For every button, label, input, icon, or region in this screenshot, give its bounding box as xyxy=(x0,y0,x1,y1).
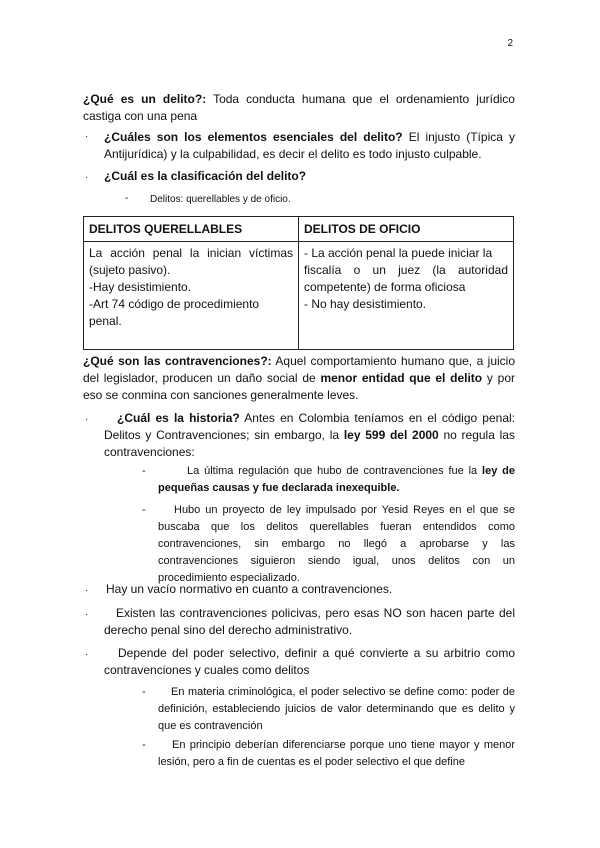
oficio-line1: - La acción penal la puede iniciar la xyxy=(304,246,493,260)
historia-sub2-dash: - xyxy=(142,504,146,516)
historia-sub2-line4: contravenciones siguieron siendo igual, unos delitos con un xyxy=(158,555,515,567)
historia-sub1-line1-pre: La última regulación que hubo de contravenciones fue la xyxy=(187,465,478,477)
page-number: 2 xyxy=(507,38,513,49)
q2-paragraph xyxy=(104,129,515,163)
contravenciones-line1-rest: Aquel comportamiento humano que, a juicio xyxy=(275,354,516,368)
historia-paragraph xyxy=(104,410,515,461)
q3-sub: Delitos: querellables y de oficio. xyxy=(150,194,291,205)
q2-bullet: · xyxy=(85,131,89,142)
q3-question: ¿Cuál es la clasificación del delito? xyxy=(104,169,307,183)
querellables-line1: La acción penal la inician víctimas xyxy=(89,246,293,260)
historia-sub1-line1-bold: ley de xyxy=(482,465,515,477)
contravenciones-paragraph xyxy=(83,353,515,404)
contravenciones-line2-bold: menor entidad que el delito xyxy=(320,371,483,385)
oficio-line2: fiscalía o un juez (la autoridad xyxy=(304,263,508,277)
poder-sub1-dash: - xyxy=(142,686,146,698)
header-oficio: DELITOS DE OFICIO xyxy=(299,217,514,242)
oficio-line4: - No hay desistimiento. xyxy=(304,297,427,311)
q2-answer-line1: El injusto (Típica y xyxy=(408,130,515,144)
q3-dash: - xyxy=(125,193,129,204)
historia-sub2-line1: Hubo un proyecto de ley impulsado por Yesid Reyes en el que se xyxy=(174,504,515,516)
oficio-line3: competente) de forma oficiosa xyxy=(304,280,466,294)
poder-line1: Depende del poder selectivo, definir a qué convierte a su arbitrio como xyxy=(118,646,515,660)
poder-sub1-line1: En materia criminológica, el poder selectivo se define como: poder de xyxy=(171,686,515,698)
q3-bullet: · xyxy=(85,172,89,183)
contravenciones-line2-pre: del legislador, producen un daño social de xyxy=(83,371,316,385)
historia-bullet: · xyxy=(85,414,89,425)
contravenciones-line2-post: y por xyxy=(486,371,515,385)
historia-sub1-dash: - xyxy=(142,465,146,477)
vacio-text: Hay un vacío normativo en cuanto a contravenciones. xyxy=(106,582,393,596)
table-header-row xyxy=(84,217,514,242)
historia-line1-rest: Antes en Colombia teníamos en el código penal: xyxy=(244,411,516,425)
table-row xyxy=(84,242,514,350)
oficio-cell xyxy=(299,242,514,350)
poder-sub1 xyxy=(158,684,515,735)
historia-sub2 xyxy=(158,502,515,587)
historia-line2-post: no regula las xyxy=(443,428,515,442)
querellables-cell xyxy=(84,242,299,350)
poder-sub2-line2: lesión, pero a fin de cuentas es el poder selectivo el que define xyxy=(158,756,465,768)
policivas-line1: Existen las contravenciones policivas, pero esas NO son hacen parte del xyxy=(116,606,515,620)
delitos-table xyxy=(83,216,514,350)
historia-sub2-line3: contravenciones, sin embargo no llegó a aprobarse y las xyxy=(158,538,515,550)
q1-paragraph xyxy=(83,91,515,125)
header-querellables: DELITOS QUERELLABLES xyxy=(84,217,299,242)
poder-sub2 xyxy=(158,737,515,771)
poder-bullet: · xyxy=(85,649,89,660)
querellables-line2: (sujeto pasivo). xyxy=(89,263,171,277)
contravenciones-line3: eso se conmina con sanciones generalmente leves. xyxy=(83,388,359,402)
q1-answer-line1: Toda conducta humana que el ordenamiento jurídico xyxy=(213,92,515,106)
historia-sub1-line2: pequeñas causas y fue declarada inexequible. xyxy=(158,482,400,494)
poder-sub1-line2: definición, estableciendo juicios de valor determinando que es delito y xyxy=(158,703,515,715)
historia-line2 xyxy=(104,427,515,444)
q1-question: ¿Qué es un delito?: xyxy=(83,92,207,106)
historia-line2-bold: ley 599 del 2000 xyxy=(343,428,439,442)
querellables-line3: -Hay desistimiento. xyxy=(89,280,192,294)
poder-sub2-line1: En principio deberían diferenciarse porque uno tiene mayor y menor xyxy=(172,739,515,751)
poder-sub1-line3: que es contravención xyxy=(158,720,263,732)
q2-line1 xyxy=(104,129,515,146)
historia-question: ¿Cuál es la historia? xyxy=(117,411,240,425)
policivas-paragraph xyxy=(104,605,515,639)
q2-answer-line2: Antijurídica) y la culpabilidad, es decir el delito es todo injusto culpable. xyxy=(104,147,482,161)
contravenciones-line2 xyxy=(83,370,515,387)
historia-sub1-line1 xyxy=(158,463,515,480)
q1-answer-line2: castiga con una pena xyxy=(83,109,198,123)
poder-sub2-dash: - xyxy=(142,739,146,751)
historia-sub2-line5: procedimiento especializado. xyxy=(158,572,300,584)
historia-line3: contravenciones: xyxy=(104,445,195,459)
historia-sub2-line2: buscaba que los delitos querellables fueran entendidos como xyxy=(158,521,515,533)
contravenciones-question: ¿Qué son las contravenciones?: xyxy=(83,354,272,368)
policivas-bullet: · xyxy=(85,609,89,620)
q1-line1 xyxy=(83,91,515,108)
policivas-line2: derecho penal sino del derecho administrativo. xyxy=(104,623,353,637)
poder-paragraph xyxy=(104,645,515,679)
querellables-line4: -Art 74 código de procedimiento penal. xyxy=(89,297,260,328)
contravenciones-line1 xyxy=(83,353,515,370)
q2-question: ¿Cuáles son los elementos esenciales del delito? xyxy=(104,130,403,144)
historia-sub1 xyxy=(158,463,515,497)
historia-line1 xyxy=(104,410,515,427)
vacio-bullet: · xyxy=(85,585,89,596)
historia-line2-pre: Delitos y Contravenciones; sin embargo, la xyxy=(104,428,340,442)
poder-line2: contravenciones y cuales como delitos xyxy=(104,663,310,677)
